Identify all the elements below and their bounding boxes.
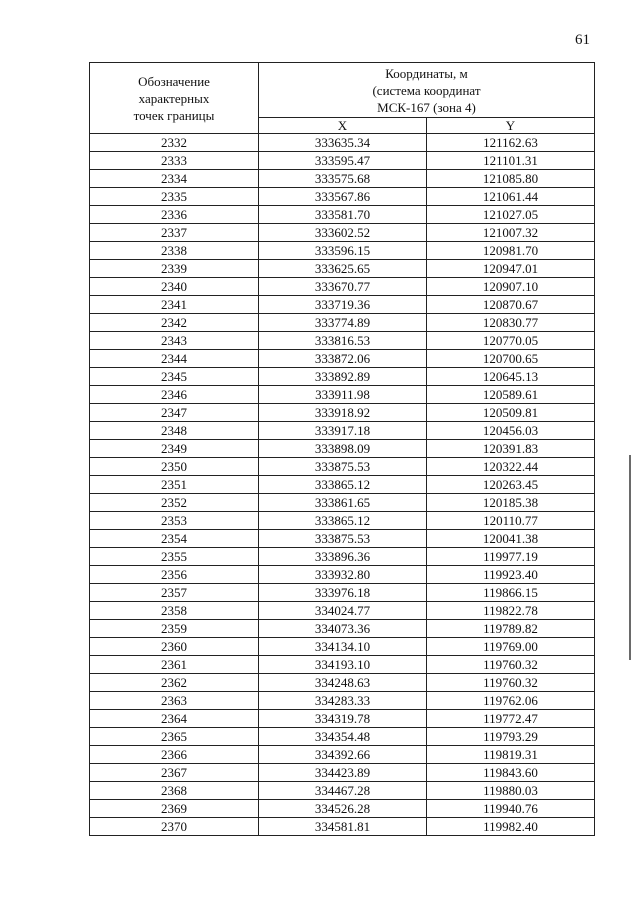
table-row — [90, 422, 595, 440]
table-row — [90, 746, 595, 764]
point-id-cell: 2341 — [90, 296, 259, 314]
y-coordinate-cell: 120981.70 — [427, 242, 595, 260]
point-id-cell: 2370 — [90, 818, 259, 836]
y-coordinate-cell: 121101.31 — [427, 152, 595, 170]
coordinates-group-header — [259, 63, 595, 118]
point-id-cell: 2361 — [90, 656, 259, 674]
y-coordinate-cell: 120770.05 — [427, 332, 595, 350]
y-coordinate-cell: 119762.06 — [427, 692, 595, 710]
point-id-cell: 2349 — [90, 440, 259, 458]
table-row — [90, 152, 595, 170]
y-coordinate-cell: 119789.82 — [427, 620, 595, 638]
y-coordinate-cell: 121007.32 — [427, 224, 595, 242]
table-row — [90, 728, 595, 746]
margin-mark — [629, 455, 631, 660]
table-row — [90, 818, 595, 836]
y-coordinate-cell: 120645.13 — [427, 368, 595, 386]
x-coordinate-cell: 333918.92 — [259, 404, 427, 422]
point-id-cell: 2344 — [90, 350, 259, 368]
table-row — [90, 710, 595, 728]
point-id-cell: 2335 — [90, 188, 259, 206]
x-coordinate-cell: 333896.36 — [259, 548, 427, 566]
point-id-cell: 2357 — [90, 584, 259, 602]
point-id-cell: 2345 — [90, 368, 259, 386]
point-id-cell: 2359 — [90, 620, 259, 638]
point-id-cell: 2360 — [90, 638, 259, 656]
table-row — [90, 566, 595, 584]
point-id-cell: 2367 — [90, 764, 259, 782]
y-coordinate-cell: 121061.44 — [427, 188, 595, 206]
y-coordinate-cell: 120870.67 — [427, 296, 595, 314]
table-row — [90, 386, 595, 404]
x-coordinate-cell: 333976.18 — [259, 584, 427, 602]
y-coordinate-cell: 119982.40 — [427, 818, 595, 836]
x-coordinate-cell: 333861.65 — [259, 494, 427, 512]
page-number: 61 — [575, 32, 590, 48]
point-id-cell: 2358 — [90, 602, 259, 620]
x-coordinate-cell: 333816.53 — [259, 332, 427, 350]
table-row — [90, 602, 595, 620]
table-row — [90, 530, 595, 548]
y-coordinate-cell: 119822.78 — [427, 602, 595, 620]
table-row — [90, 656, 595, 674]
point-id-cell: 2368 — [90, 782, 259, 800]
y-coordinate-cell: 121027.05 — [427, 206, 595, 224]
x-coordinate-cell: 333932.80 — [259, 566, 427, 584]
x-coordinate-cell: 334392.66 — [259, 746, 427, 764]
point-id-cell: 2353 — [90, 512, 259, 530]
x-coordinate-cell: 334526.28 — [259, 800, 427, 818]
table-row — [90, 314, 595, 332]
point-id-cell: 2369 — [90, 800, 259, 818]
x-coordinate-cell: 333917.18 — [259, 422, 427, 440]
y-coordinate-cell: 119769.00 — [427, 638, 595, 656]
table-row — [90, 368, 595, 386]
x-coordinate-cell: 334193.10 — [259, 656, 427, 674]
y-coordinate-cell: 121085.80 — [427, 170, 595, 188]
y-coordinate-cell: 120185.38 — [427, 494, 595, 512]
point-label-line: Обозначение — [138, 73, 210, 89]
x-coordinate-cell: 333875.53 — [259, 458, 427, 476]
table-body — [90, 134, 595, 836]
point-label-line: точек границы — [133, 107, 215, 123]
x-coordinate-cell: 333581.70 — [259, 206, 427, 224]
y-coordinate-cell: 119819.31 — [427, 746, 595, 764]
x-coordinate-cell: 333635.34 — [259, 134, 427, 152]
point-id-cell: 2343 — [90, 332, 259, 350]
point-id-cell: 2355 — [90, 548, 259, 566]
point-id-cell: 2348 — [90, 422, 259, 440]
table-row — [90, 638, 595, 656]
point-id-cell: 2363 — [90, 692, 259, 710]
point-id-cell: 2352 — [90, 494, 259, 512]
y-coordinate-cell: 120830.77 — [427, 314, 595, 332]
x-coordinate-cell: 333875.53 — [259, 530, 427, 548]
x-coordinate-cell: 333865.12 — [259, 512, 427, 530]
x-coordinate-cell: 333595.47 — [259, 152, 427, 170]
y-coordinate-cell: 121162.63 — [427, 134, 595, 152]
y-coordinate-cell: 119880.03 — [427, 782, 595, 800]
table-row — [90, 134, 595, 152]
point-id-cell: 2347 — [90, 404, 259, 422]
x-coordinate-cell: 333596.15 — [259, 242, 427, 260]
y-column-header: Y — [427, 118, 595, 134]
table-row — [90, 170, 595, 188]
x-coordinate-cell: 334073.36 — [259, 620, 427, 638]
table-row — [90, 224, 595, 242]
point-id-cell: 2342 — [90, 314, 259, 332]
point-id-cell: 2366 — [90, 746, 259, 764]
y-coordinate-cell: 119760.32 — [427, 674, 595, 692]
point-id-cell: 2340 — [90, 278, 259, 296]
x-coordinate-cell: 333865.12 — [259, 476, 427, 494]
y-coordinate-cell: 120456.03 — [427, 422, 595, 440]
table-row — [90, 206, 595, 224]
x-coordinate-cell: 333567.86 — [259, 188, 427, 206]
y-coordinate-cell: 119760.32 — [427, 656, 595, 674]
y-coordinate-cell: 119866.15 — [427, 584, 595, 602]
point-id-cell: 2364 — [90, 710, 259, 728]
point-id-cell: 2354 — [90, 530, 259, 548]
table-row — [90, 548, 595, 566]
point-id-cell: 2333 — [90, 152, 259, 170]
table-row — [90, 458, 595, 476]
table-row — [90, 242, 595, 260]
point-id-cell: 2336 — [90, 206, 259, 224]
coordinates-header-line: Координаты, м — [385, 66, 468, 81]
y-coordinate-cell: 120509.81 — [427, 404, 595, 422]
x-coordinate-cell: 333892.89 — [259, 368, 427, 386]
y-coordinate-cell: 120907.10 — [427, 278, 595, 296]
table-header — [90, 63, 595, 134]
point-id-cell: 2339 — [90, 260, 259, 278]
table-row — [90, 260, 595, 278]
y-coordinate-cell: 120263.45 — [427, 476, 595, 494]
table-row — [90, 674, 595, 692]
x-coordinate-cell: 333911.98 — [259, 386, 427, 404]
table-row — [90, 332, 595, 350]
table-row — [90, 620, 595, 638]
x-coordinate-cell: 333602.52 — [259, 224, 427, 242]
x-coordinate-cell: 333872.06 — [259, 350, 427, 368]
y-coordinate-cell: 119940.76 — [427, 800, 595, 818]
x-coordinate-cell: 333898.09 — [259, 440, 427, 458]
point-id-cell: 2351 — [90, 476, 259, 494]
table-row — [90, 494, 595, 512]
table-row — [90, 584, 595, 602]
x-coordinate-cell: 334423.89 — [259, 764, 427, 782]
x-coordinate-cell: 333719.36 — [259, 296, 427, 314]
point-id-cell: 2332 — [90, 134, 259, 152]
point-id-cell: 2350 — [90, 458, 259, 476]
x-coordinate-cell: 333625.65 — [259, 260, 427, 278]
table-row — [90, 296, 595, 314]
coordinates-table — [89, 62, 595, 836]
point-id-cell: 2362 — [90, 674, 259, 692]
x-coordinate-cell: 334319.78 — [259, 710, 427, 728]
table-row — [90, 764, 595, 782]
table-row — [90, 278, 595, 296]
table-row — [90, 782, 595, 800]
x-coordinate-cell: 334134.10 — [259, 638, 427, 656]
point-id-cell: 2365 — [90, 728, 259, 746]
table-row — [90, 440, 595, 458]
x-coordinate-cell: 334354.48 — [259, 728, 427, 746]
y-coordinate-cell: 120110.77 — [427, 512, 595, 530]
y-coordinate-cell: 120391.83 — [427, 440, 595, 458]
point-label-header — [90, 63, 259, 134]
x-coordinate-cell: 333670.77 — [259, 278, 427, 296]
coordinates-header-line: МСК-167 (зона 4) — [377, 100, 476, 115]
x-coordinate-cell: 334024.77 — [259, 602, 427, 620]
point-id-cell: 2334 — [90, 170, 259, 188]
point-label-line: характерных — [138, 90, 210, 106]
point-id-cell: 2337 — [90, 224, 259, 242]
y-coordinate-cell: 120700.65 — [427, 350, 595, 368]
table-row — [90, 692, 595, 710]
y-coordinate-cell: 119977.19 — [427, 548, 595, 566]
x-coordinate-cell: 334283.33 — [259, 692, 427, 710]
x-coordinate-cell: 333774.89 — [259, 314, 427, 332]
x-coordinate-cell: 334467.28 — [259, 782, 427, 800]
table-row — [90, 476, 595, 494]
point-id-cell: 2346 — [90, 386, 259, 404]
x-coordinate-cell: 333575.68 — [259, 170, 427, 188]
x-coordinate-cell: 334248.63 — [259, 674, 427, 692]
x-column-header: X — [259, 118, 427, 134]
y-coordinate-cell: 119772.47 — [427, 710, 595, 728]
table-row — [90, 188, 595, 206]
y-coordinate-cell: 120947.01 — [427, 260, 595, 278]
y-coordinate-cell: 119793.29 — [427, 728, 595, 746]
x-coordinate-cell: 334581.81 — [259, 818, 427, 836]
y-coordinate-cell: 119843.60 — [427, 764, 595, 782]
table-row — [90, 512, 595, 530]
table-row — [90, 404, 595, 422]
table-row — [90, 350, 595, 368]
y-coordinate-cell: 120041.38 — [427, 530, 595, 548]
y-coordinate-cell: 120322.44 — [427, 458, 595, 476]
coordinates-header-line: (система координат — [372, 83, 481, 98]
table-row — [90, 800, 595, 818]
point-id-cell: 2356 — [90, 566, 259, 584]
y-coordinate-cell: 120589.61 — [427, 386, 595, 404]
point-id-cell: 2338 — [90, 242, 259, 260]
y-coordinate-cell: 119923.40 — [427, 566, 595, 584]
